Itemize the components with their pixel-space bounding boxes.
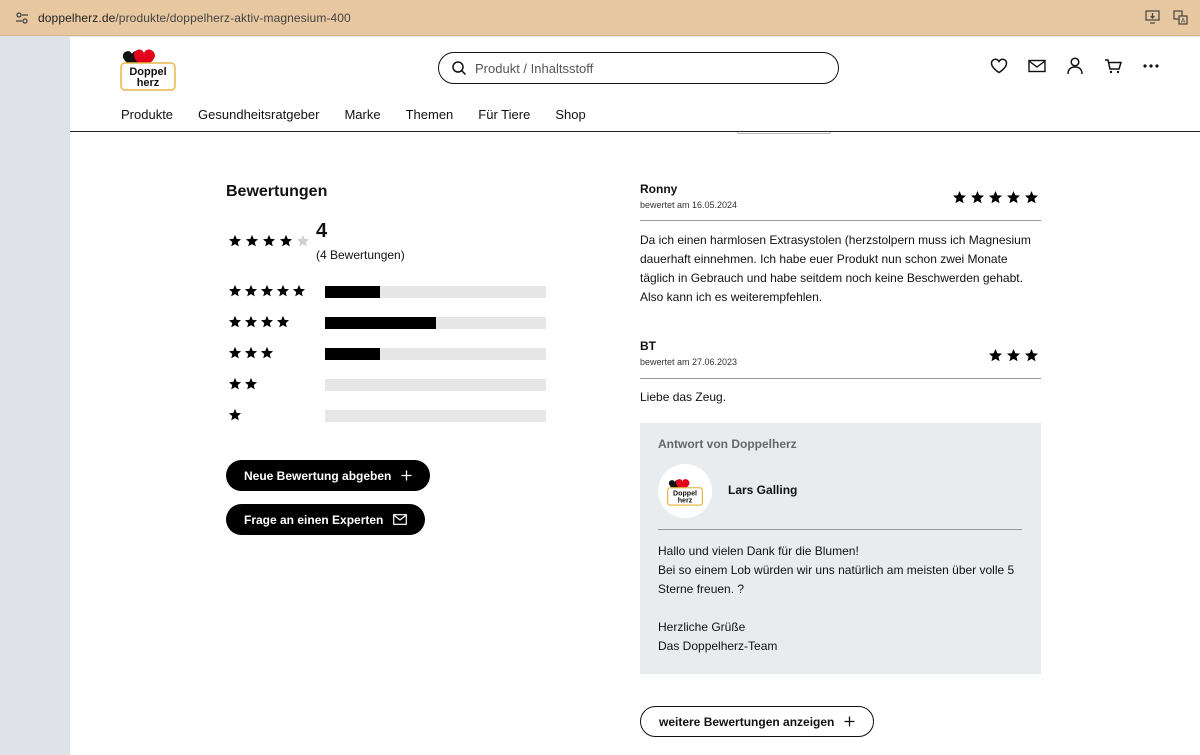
site-settings-icon[interactable] xyxy=(14,10,30,26)
distribution-bar-fill xyxy=(325,317,436,329)
answer-line-4: Das Doppelherz-Team xyxy=(658,639,778,653)
brand-answer xyxy=(640,423,1041,674)
distribution-bar xyxy=(325,379,546,391)
star-filled-icon xyxy=(952,190,967,205)
distribution-stars xyxy=(228,408,325,422)
ask-expert-label: Frage an einen Experten xyxy=(244,512,384,527)
star-filled-icon xyxy=(260,346,274,360)
nav-item-themen[interactable]: Themen xyxy=(405,107,454,122)
distribution-bar-fill xyxy=(325,286,380,298)
star-filled-icon xyxy=(228,408,242,422)
star-filled-icon xyxy=(244,377,258,391)
mail-icon[interactable] xyxy=(1028,57,1046,75)
logo-text-line2: herz xyxy=(136,77,160,89)
star-filled-icon xyxy=(228,346,242,360)
distribution-bar-fill xyxy=(325,348,380,360)
more-reviews-button[interactable] xyxy=(640,706,874,737)
distribution-bar xyxy=(325,286,546,298)
star-filled-icon xyxy=(1024,348,1039,363)
answer-line-2: Bei so einem Lob würden wir uns natürlich am meisten über volle 5 Sterne freuen. ? xyxy=(658,563,1015,596)
avatar-logo-line2: herz xyxy=(677,497,693,505)
nav-item-fuer-tiere[interactable]: Für Tiere xyxy=(478,107,531,122)
review-1-stars xyxy=(952,190,1039,205)
answer-title: Antwort von Doppelherz xyxy=(658,437,797,451)
star-filled-icon xyxy=(262,234,276,248)
url-path: /produkte/doppelherz-aktiv-magnesium-400 xyxy=(115,10,351,25)
star-filled-icon xyxy=(244,346,258,360)
distribution-stars xyxy=(228,377,325,391)
review-2-date: bewertet am 27.06.2023 xyxy=(640,357,738,367)
star-empty-icon xyxy=(296,234,310,248)
star-filled-icon xyxy=(260,315,274,329)
review-2-stars xyxy=(988,348,1039,363)
distribution-stars xyxy=(228,284,325,298)
star-filled-icon xyxy=(970,190,985,205)
distribution-row-2[interactable] xyxy=(228,377,325,391)
star-filled-icon xyxy=(292,284,306,298)
review-2-author: BT xyxy=(640,339,656,353)
search-icon xyxy=(451,60,467,76)
page-left-gutter xyxy=(0,37,70,755)
answer-line-1: Hallo und vielen Dank für die Blumen! xyxy=(658,544,859,558)
star-filled-icon xyxy=(260,284,274,298)
nav-item-gesundheitsratgeber[interactable]: Gesundheitsratgeber xyxy=(198,107,320,122)
browser-address-bar[interactable] xyxy=(0,0,1200,36)
more-reviews-label: weitere Bewertungen anzeigen xyxy=(659,714,835,729)
answer-divider xyxy=(658,529,1022,530)
star-filled-icon xyxy=(228,234,242,248)
url-host: doppelherz.de xyxy=(38,10,116,25)
doppelherz-logo[interactable] xyxy=(120,45,176,91)
review-1-divider xyxy=(640,220,1041,221)
nav-item-produkte[interactable]: Produkte xyxy=(121,107,174,122)
nav-divider xyxy=(70,131,1200,132)
cart-icon[interactable] xyxy=(1104,57,1122,75)
answer-text xyxy=(658,542,1028,656)
new-review-label: Neue Bewertung abgeben xyxy=(244,468,392,483)
svg-text:A: A xyxy=(1180,17,1185,24)
star-filled-icon xyxy=(244,284,258,298)
user-icon[interactable] xyxy=(1066,57,1084,75)
star-filled-icon xyxy=(279,234,293,248)
review-1-text: Da ich einen harmlosen Extrasystolen (herzstolpern muss ich Magnesium dauerhaft einnehmen. Ich habe euer Produkt nun schon zwei Monate täglich in Gebrauch und habe seitdem noch keine Beschwerden gehabt. Also kann ich es weiterempfehlen. xyxy=(640,233,1031,304)
star-filled-icon xyxy=(1024,190,1039,205)
avatar-logo-line1: Doppel xyxy=(673,490,697,498)
distribution-stars xyxy=(228,346,325,360)
average-rating: 4 xyxy=(316,220,328,242)
star-filled-icon xyxy=(244,315,258,329)
star-filled-icon xyxy=(988,348,1003,363)
answer-avatar xyxy=(658,464,712,518)
distribution-bar xyxy=(325,317,546,329)
more-icon[interactable] xyxy=(1142,57,1160,75)
ask-expert-button[interactable] xyxy=(226,504,425,535)
review-2-divider xyxy=(640,378,1041,379)
star-filled-icon xyxy=(276,315,290,329)
page-content xyxy=(70,37,1200,755)
plus-icon xyxy=(401,470,412,481)
distribution-stars xyxy=(228,315,325,329)
star-filled-icon xyxy=(1006,190,1021,205)
review-count: (4 Bewertungen) xyxy=(316,248,405,262)
review-1-author: Ronny xyxy=(640,182,678,196)
mail-icon xyxy=(393,514,407,525)
install-app-icon[interactable] xyxy=(1144,9,1160,25)
url-text[interactable] xyxy=(38,11,351,25)
star-filled-icon xyxy=(1006,348,1021,363)
distribution-row-1[interactable] xyxy=(228,408,325,422)
distribution-row-3[interactable] xyxy=(228,346,325,360)
star-filled-icon xyxy=(988,190,1003,205)
star-filled-icon xyxy=(228,315,242,329)
header-actions xyxy=(990,57,1160,75)
search-placeholder: Produkt / Inhaltsstoff xyxy=(475,60,594,76)
plus-icon xyxy=(844,716,855,727)
star-filled-icon xyxy=(228,284,242,298)
star-filled-icon xyxy=(228,377,242,391)
heart-icon[interactable] xyxy=(990,57,1008,75)
search-field[interactable] xyxy=(438,52,839,84)
nav-item-marke[interactable]: Marke xyxy=(344,107,381,122)
distribution-bar xyxy=(325,410,546,422)
main-nav xyxy=(121,107,586,122)
answer-author: Lars Galling xyxy=(728,483,798,497)
star-filled-icon xyxy=(276,284,290,298)
translate-icon[interactable] xyxy=(1172,9,1188,25)
logo-text-line1: Doppel xyxy=(129,66,167,78)
distribution-row-5[interactable] xyxy=(228,284,325,298)
nav-item-shop[interactable]: Shop xyxy=(555,107,586,122)
review-1-date: bewertet am 16.05.2024 xyxy=(640,200,738,210)
review-2-text: Liebe das Zeug. xyxy=(640,390,727,404)
sticky-tab-edge xyxy=(737,132,831,134)
distribution-bar xyxy=(325,348,546,360)
distribution-row-4[interactable] xyxy=(228,315,325,329)
answer-line-3: Herzliche Grüße xyxy=(658,620,746,634)
reviews-title: Bewertungen xyxy=(226,183,328,200)
new-review-button[interactable] xyxy=(226,460,430,491)
star-filled-icon xyxy=(245,234,259,248)
average-stars xyxy=(228,234,310,248)
